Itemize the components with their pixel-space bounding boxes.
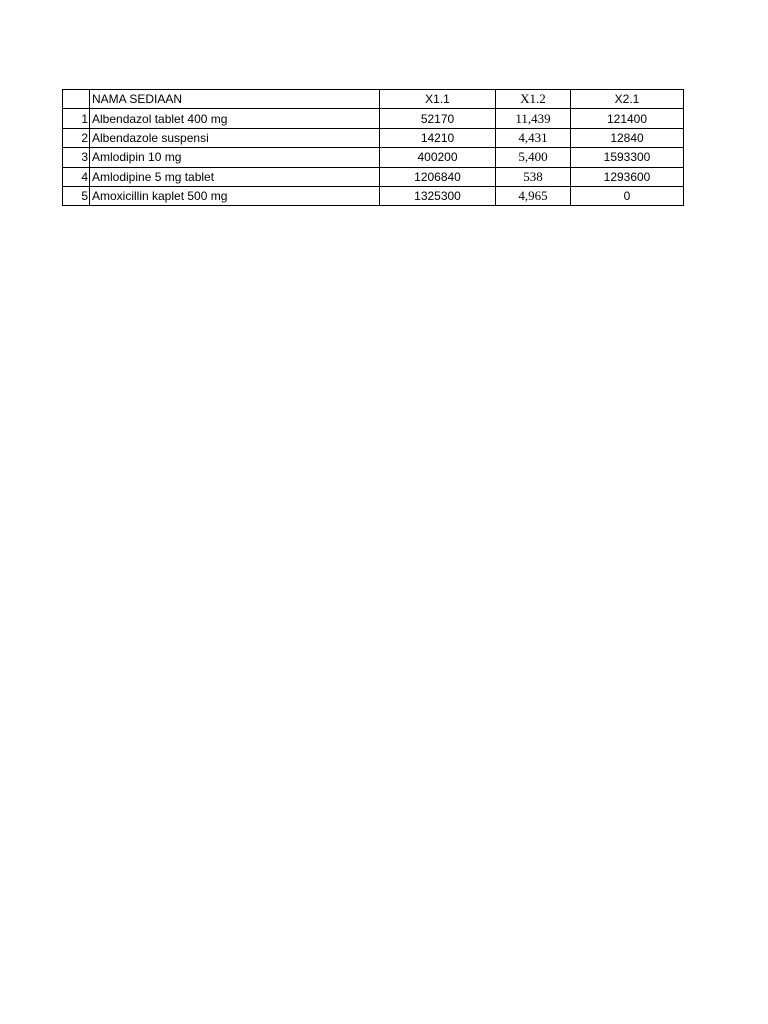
cell-x21: 121400 [571, 109, 684, 128]
header-name: NAMA SEDIAAN [90, 90, 380, 109]
item-name: Albendazol tablet 400 mg [90, 109, 380, 128]
cell-x12: 11,439 [496, 109, 571, 128]
cell-x12: 4,431 [496, 128, 571, 147]
row-number: 3 [63, 148, 90, 167]
table-row [63, 167, 684, 186]
row-number: 2 [63, 128, 90, 147]
header-x21: X2.1 [571, 90, 684, 109]
header-x12: X1.2 [496, 90, 571, 109]
cell-x12: 4,965 [496, 186, 571, 205]
cell-x12: 538 [496, 167, 571, 186]
item-name: Amlodipine 5 mg tablet [90, 167, 380, 186]
table-row [63, 109, 684, 128]
row-number: 1 [63, 109, 90, 128]
item-name: Amoxicillin kaplet 500 mg [90, 186, 380, 205]
cell-x11: 52170 [380, 109, 496, 128]
header-row [63, 90, 684, 109]
cell-x11: 1325300 [380, 186, 496, 205]
cell-x11: 14210 [380, 128, 496, 147]
row-number: 4 [63, 167, 90, 186]
header-no [63, 90, 90, 109]
cell-x12: 5,400 [496, 148, 571, 167]
cell-x21: 1293600 [571, 167, 684, 186]
data-table [62, 89, 684, 206]
cell-x21: 12840 [571, 128, 684, 147]
cell-x21: 0 [571, 186, 684, 205]
cell-x11: 400200 [380, 148, 496, 167]
cell-x11: 1206840 [380, 167, 496, 186]
item-name: Amlodipin 10 mg [90, 148, 380, 167]
header-x11: X1.1 [380, 90, 496, 109]
table-row [63, 148, 684, 167]
table-row [63, 128, 684, 147]
table-row [63, 186, 684, 205]
row-number: 5 [63, 186, 90, 205]
cell-x21: 1593300 [571, 148, 684, 167]
item-name: Albendazole suspensi [90, 128, 380, 147]
